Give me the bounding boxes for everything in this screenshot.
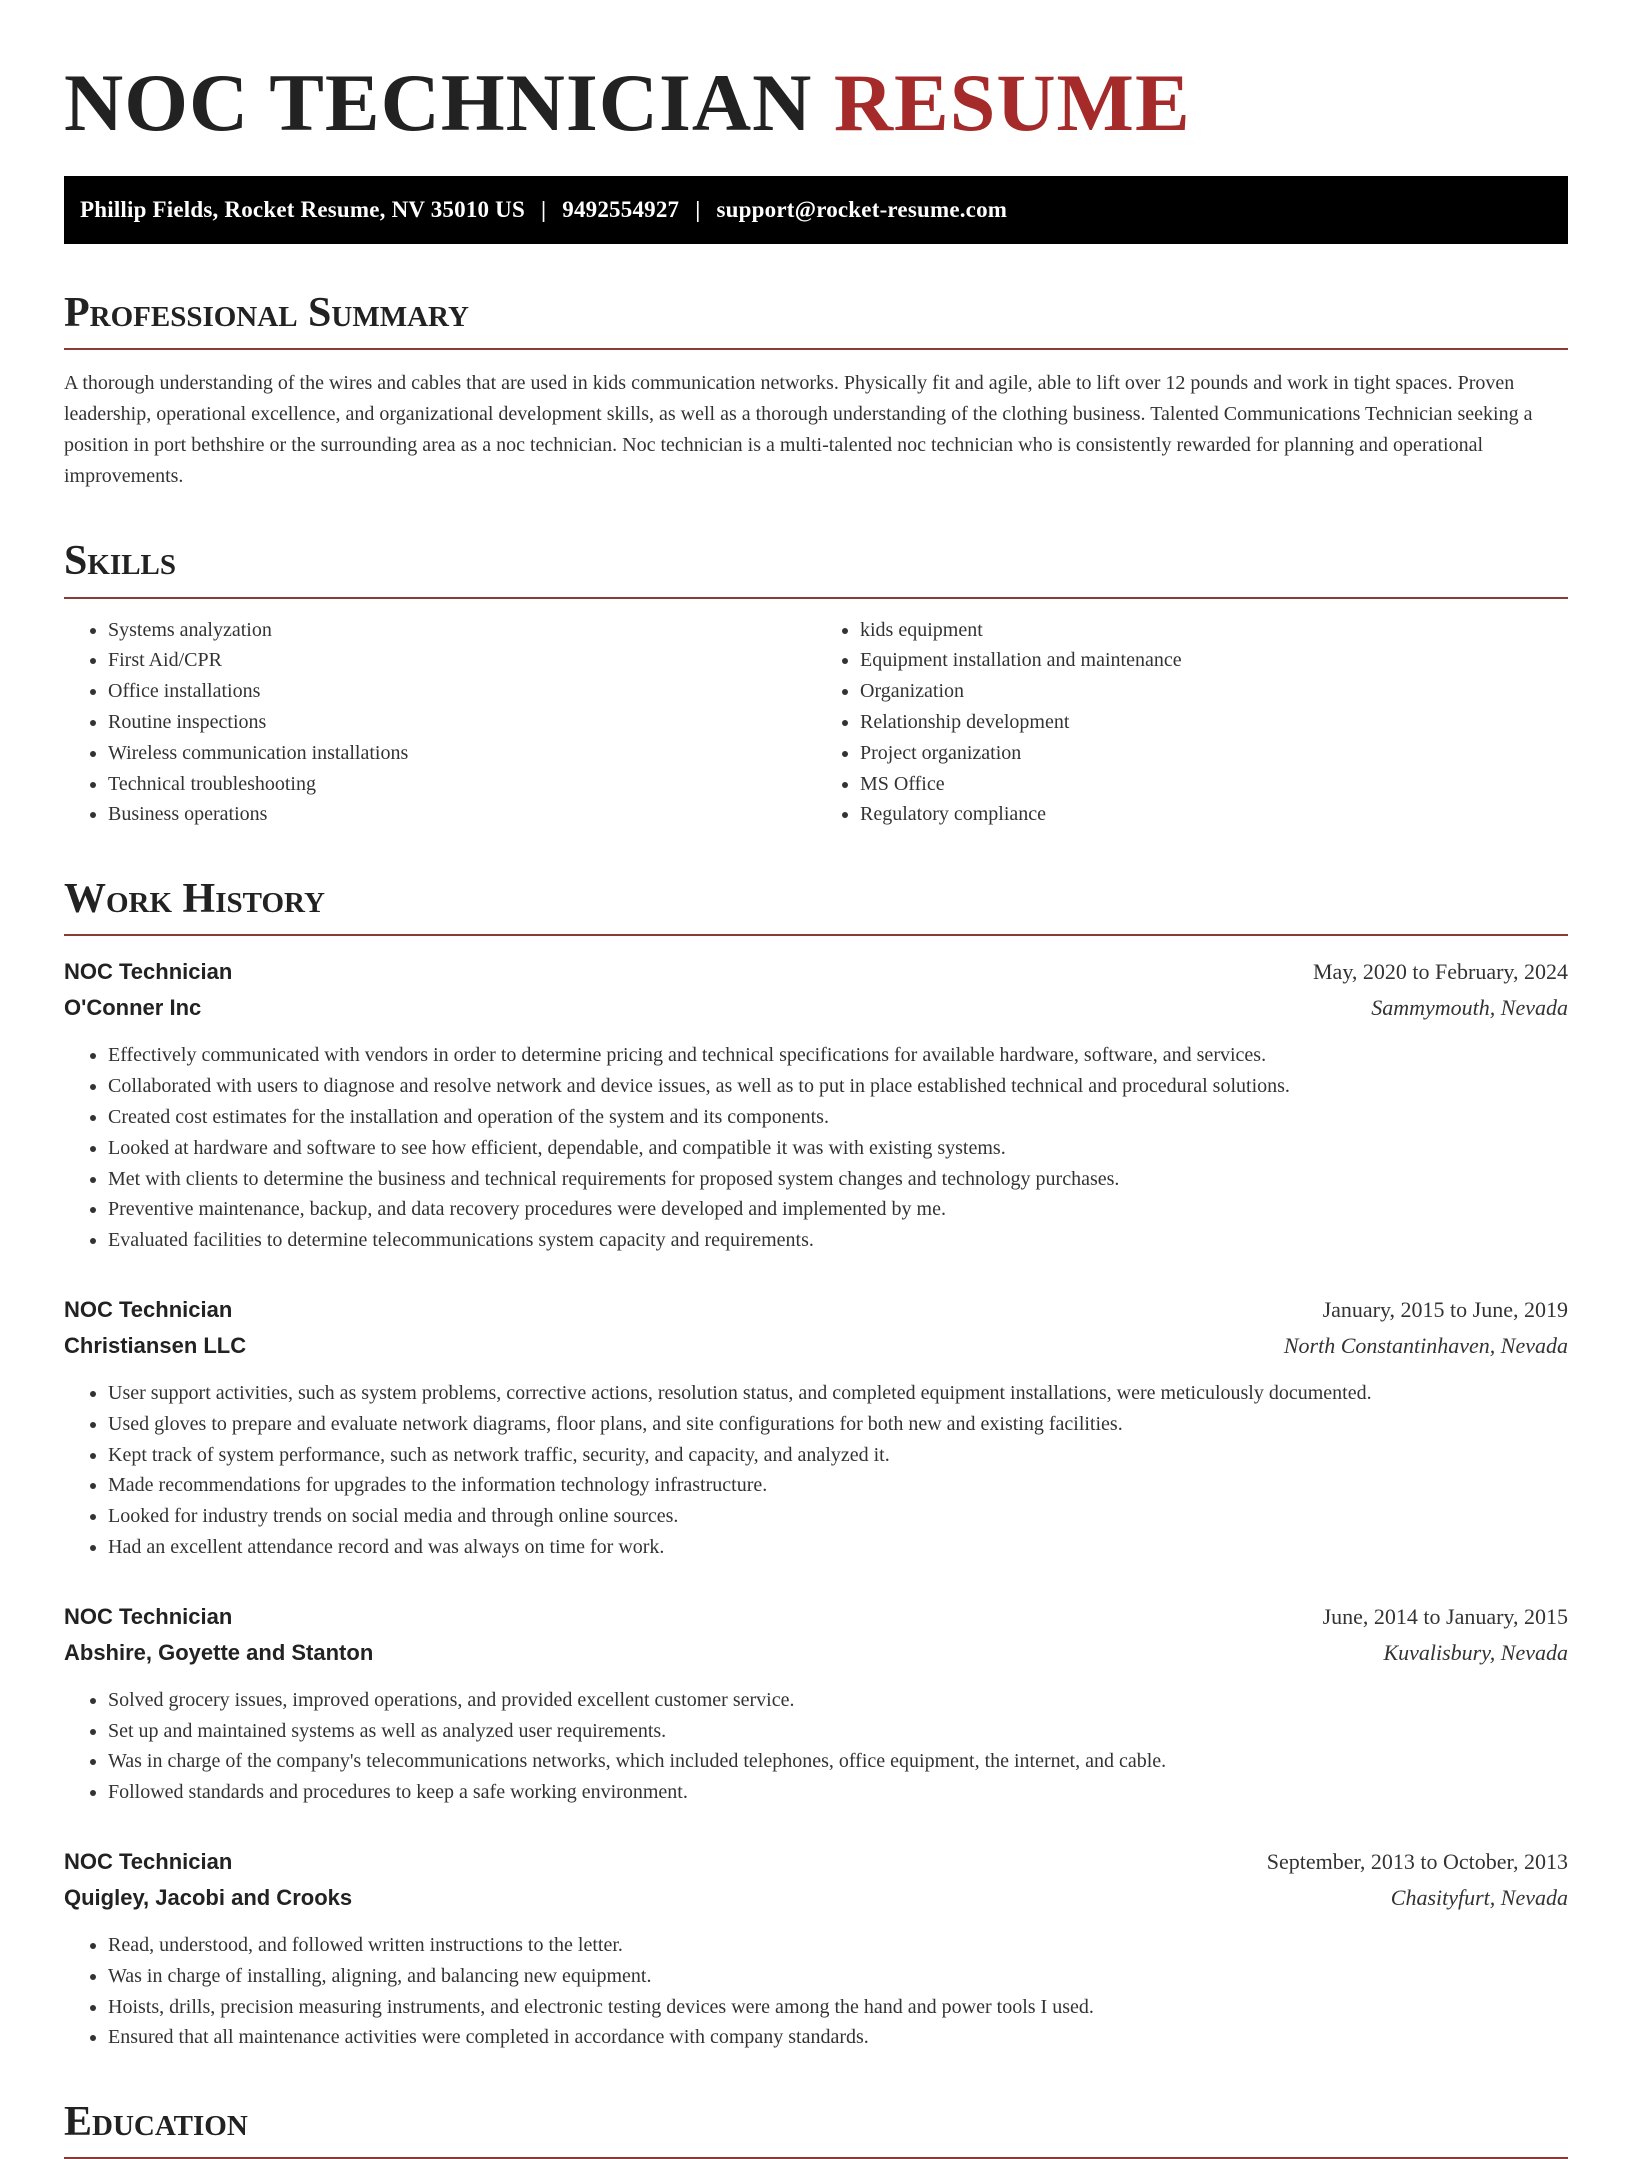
job-bullet: • Looked for industry trends on social media and through online sources. bbox=[108, 1501, 1568, 1532]
skills-column-right bbox=[816, 615, 1568, 831]
skills-column-left bbox=[64, 615, 816, 831]
skill-item: • Wireless communication installations bbox=[108, 738, 816, 769]
job-bullet: • Made recommendations for upgrades to the information technology infrastructure. bbox=[108, 1470, 1568, 1501]
skill-item: • Routine inspections bbox=[108, 707, 816, 738]
job-header-row bbox=[64, 1599, 1568, 1635]
job-title: NOC Technician bbox=[64, 1603, 233, 1629]
contact-separator: | bbox=[695, 197, 701, 223]
job-entry bbox=[64, 954, 1568, 1256]
job-company: O'Conner Inc bbox=[64, 995, 202, 1021]
job-bullet: • Used gloves to prepare and evaluate network diagrams, floor plans, and site configurations for both new and existing facilities. bbox=[108, 1409, 1568, 1440]
skill-item: • Regulatory compliance bbox=[860, 799, 1568, 830]
job-dates: January, 2015 to June, 2019 bbox=[1322, 1297, 1568, 1323]
skill-item: • Office installations bbox=[108, 676, 816, 707]
resume-title bbox=[64, 56, 1568, 150]
job-dates: May, 2020 to February, 2024 bbox=[1313, 959, 1568, 985]
job-bullet: • Kept track of system performance, such as network traffic, security, and capacity, and analyzed it. bbox=[108, 1440, 1568, 1471]
contact-name-address: Phillip Fields, Rocket Resume, NV 35010 US bbox=[80, 197, 525, 223]
job-bullet: • Effectively communicated with vendors in order to determine pricing and technical specifications for available hardware, software, and services. bbox=[108, 1040, 1568, 1071]
job-location: North Constantinhaven, Nevada bbox=[1283, 1333, 1568, 1359]
job-header-row bbox=[64, 1292, 1568, 1328]
job-bullet: • Evaluated facilities to determine telecommunications system capacity and requirements. bbox=[108, 1225, 1568, 1256]
contact-separator: | bbox=[540, 197, 547, 223]
job-company: Christiansen LLC bbox=[64, 1333, 247, 1359]
contact-email: support@rocket-resume.com bbox=[716, 197, 1008, 223]
skill-item: • MS Office bbox=[860, 769, 1568, 800]
job-bullet: • Had an excellent attendance record and was always on time for work. bbox=[108, 1532, 1568, 1563]
job-bullets bbox=[64, 1930, 1568, 2053]
job-entry bbox=[64, 1844, 1568, 2053]
job-company-row bbox=[64, 1328, 1568, 1364]
job-location: Kuvalisbury, Nevada bbox=[1383, 1639, 1568, 1665]
job-dates: September, 2013 to October, 2013 bbox=[1266, 1848, 1568, 1874]
skill-item: • kids equipment bbox=[860, 615, 1568, 646]
education-heading: Education bbox=[64, 2099, 1568, 2159]
skill-item: • Relationship development bbox=[860, 707, 1568, 738]
skill-item: • Equipment installation and maintenance bbox=[860, 645, 1568, 676]
job-location: Chasityfurt, Nevada bbox=[1390, 1884, 1568, 1910]
job-entry bbox=[64, 1599, 1568, 1808]
job-company-row bbox=[64, 1880, 1568, 1916]
job-bullets bbox=[64, 1685, 1568, 1808]
job-company-row bbox=[64, 990, 1568, 1026]
job-bullets bbox=[64, 1378, 1568, 1563]
title-main: NOC TECHNICIAN bbox=[64, 57, 813, 148]
skills-list bbox=[64, 615, 1568, 831]
job-bullet: • Was in charge of installing, aligning, and balancing new equipment. bbox=[108, 1961, 1568, 1992]
job-company: Quigley, Jacobi and Crooks bbox=[64, 1884, 353, 1910]
job-bullet: • Solved grocery issues, improved operations, and provided excellent customer service. bbox=[108, 1685, 1568, 1716]
skill-item: • Technical troubleshooting bbox=[108, 769, 816, 800]
job-title: NOC Technician bbox=[64, 959, 233, 985]
skills-heading: Skills bbox=[64, 538, 1568, 598]
work-history-heading: Work History bbox=[64, 876, 1568, 936]
skill-item: • Project organization bbox=[860, 738, 1568, 769]
summary-heading: Professional Summary bbox=[64, 290, 1568, 350]
contact-phone: 9492554927 bbox=[562, 197, 680, 223]
job-dates: June, 2014 to January, 2015 bbox=[1322, 1603, 1568, 1629]
job-entry bbox=[64, 1292, 1568, 1563]
job-title: NOC Technician bbox=[64, 1297, 233, 1323]
job-bullet: • Created cost estimates for the installation and operation of the system and its components. bbox=[108, 1102, 1568, 1133]
title-accent: RESUME bbox=[833, 57, 1191, 148]
skill-item: • Business operations bbox=[108, 799, 816, 830]
job-bullet: • Followed standards and procedures to keep a safe working environment. bbox=[108, 1777, 1568, 1808]
job-bullet: • User support activities, such as system problems, corrective actions, resolution status, and completed equipment installations, were meticulously documented. bbox=[108, 1378, 1568, 1409]
job-title: NOC Technician bbox=[64, 1848, 233, 1874]
job-bullet: • Set up and maintained systems as well as analyzed user requirements. bbox=[108, 1716, 1568, 1747]
job-bullet: • Collaborated with users to diagnose and resolve network and device issues, as well as to put in place established technical and procedural solutions. bbox=[108, 1071, 1568, 1102]
job-header-row bbox=[64, 1844, 1568, 1880]
job-bullet: • Looked at hardware and software to see how efficient, dependable, and compatible it was with existing systems. bbox=[108, 1133, 1568, 1164]
job-bullet: • Hoists, drills, precision measuring instruments, and electronic testing devices were among the hand and power tools I used. bbox=[108, 1992, 1568, 2023]
job-bullet: • Was in charge of the company's telecommunications networks, which included telephones, office equipment, the internet, and cable. bbox=[108, 1746, 1568, 1777]
contact-bar bbox=[64, 176, 1568, 244]
job-bullet: • Met with clients to determine the business and technical requirements for proposed system changes and technology purchases. bbox=[108, 1164, 1568, 1195]
skill-item: • Organization bbox=[860, 676, 1568, 707]
job-header-row bbox=[64, 954, 1568, 990]
job-company-row bbox=[64, 1635, 1568, 1671]
job-location: Sammymouth, Nevada bbox=[1371, 995, 1568, 1021]
job-bullet: • Read, understood, and followed written instructions to the letter. bbox=[108, 1930, 1568, 1961]
skill-item: • Systems analyzation bbox=[108, 615, 816, 646]
summary-text: A thorough understanding of the wires and cables that are used in kids communication networks. Physically fit and agile, able to lift over 12 pounds and work in tight spaces. Proven leadership, operational excellence, and organizational development skills, as well as a thorough understanding of the clothing business. Talented Communications Technician seeking a position in port bethshire or the surrounding area as a noc technician. Noc technician is a multi-talented noc technician who is consistently rewarded for planning and operational improvements. bbox=[64, 372, 1533, 488]
job-bullet: • Ensured that all maintenance activities were completed in accordance with company standards. bbox=[108, 2022, 1568, 2053]
job-bullets bbox=[64, 1040, 1568, 1256]
job-company: Abshire, Goyette and Stanton bbox=[64, 1639, 374, 1665]
job-bullet: • Preventive maintenance, backup, and data recovery procedures were developed and implemented by me. bbox=[108, 1194, 1568, 1225]
skill-item: • First Aid/CPR bbox=[108, 645, 816, 676]
